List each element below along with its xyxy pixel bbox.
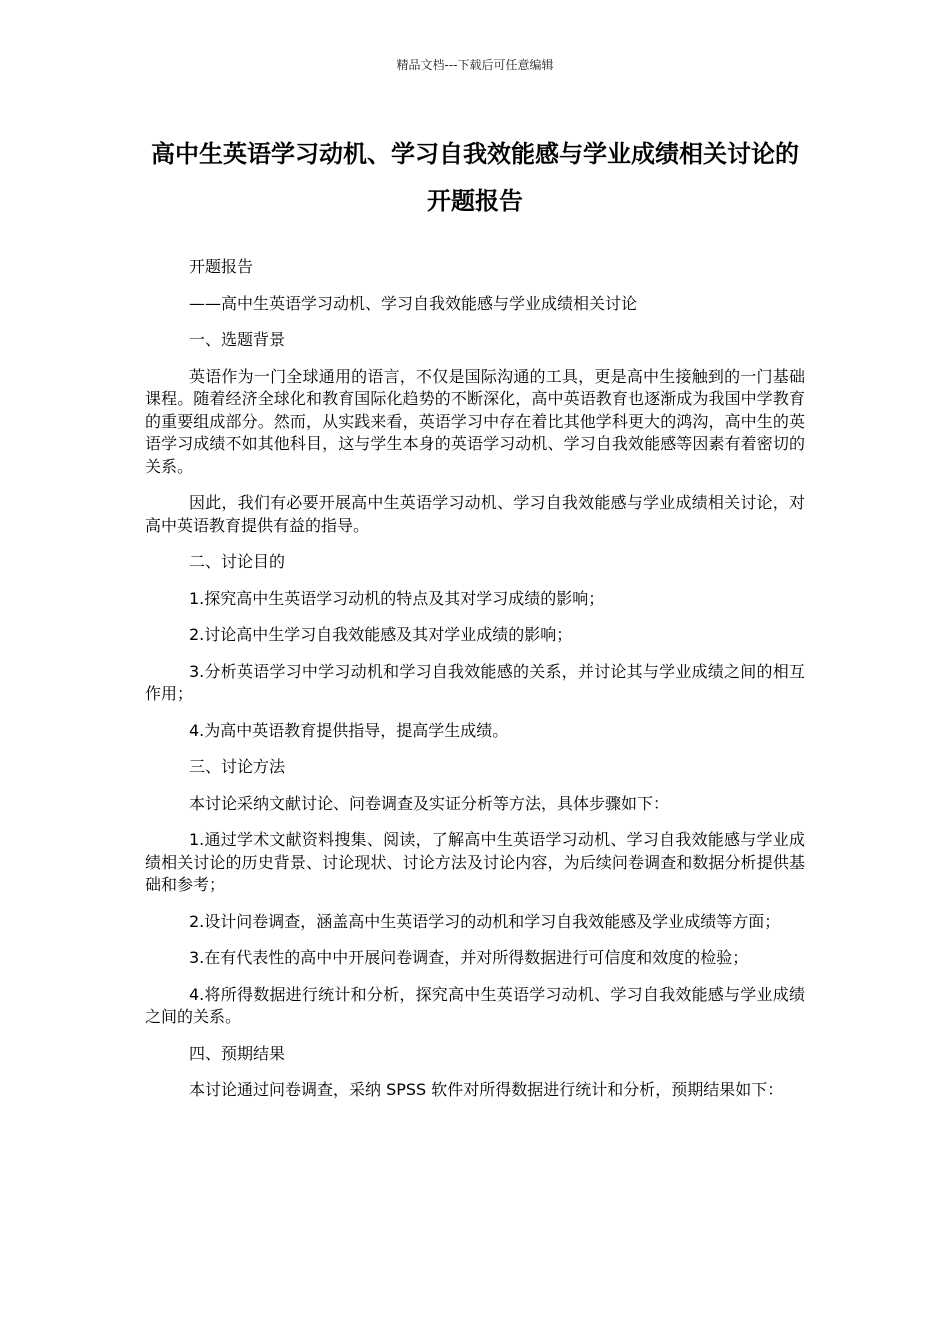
section-heading-method: 三、讨论方法 [189, 757, 286, 776]
section-heading-expected-results: 四、预期结果 [189, 1043, 286, 1063]
purpose-item-3: 3.分析英语学习中学习动机和学习自我效能感的关系，并讨论其与学业成绩之间的相互作用； [145, 661, 805, 703]
paragraph-report-label: 开题报告 [189, 257, 254, 276]
method-step-3: 3.在有代表性的高中中开展问卷调查，并对所得数据进行可信度和效度的检验； [189, 948, 749, 967]
section-heading-background: 一、选题背景 [189, 330, 286, 349]
method-step-4: 4.将所得数据进行统计和分析，探究高中生英语学习动机、学习自我效能感与学业成绩之间的关系。 [145, 984, 805, 1026]
paragraph-subtitle: ——高中生英语学习动机、学习自我效能感与学业成绩相关讨论 [189, 293, 638, 313]
purpose-item-2: 2.讨论高中生学习自我效能感及其对学业成绩的影响； [189, 625, 573, 644]
document-body [145, 256, 805, 1116]
paragraph-necessity: 因此，我们有必要开展高中生英语学习动机、学习自我效能感与学业成绩相关讨论，对高中英语教育提供有益的指导。 [145, 493, 805, 535]
paragraph-method-intro: 本讨论采纳文献讨论、问卷调查及实证分析等方法，具体步骤如下： [189, 793, 670, 813]
section-heading-purpose: 二、讨论目的 [189, 552, 286, 571]
method-step-1: 1.通过学术文献资料搜集、阅读，了解高中生英语学习动机、学习自我效能感与学业成绩相关讨论的历史背景、讨论现状、讨论方法及讨论内容，为后续问卷调查和数据分析提供基础和参考； [145, 830, 805, 894]
paragraph-background: 英语作为一门全球通用的语言，不仅是国际沟通的工具，更是高中生接触到的一门基础课程。随着经济全球化和教育国际化趋势的不断深化，高中英语教育也逐渐成为我国中学教育的重要组成部分。然而，从实践来看，英语学习中存在着比其他学科更大的鸿沟，高中生的英语学习成绩不如其他科目，这与学生本身的英语学习动机、学习自我效能感等因素有着密切的关系。 [145, 366, 805, 476]
page-header: 精品文档---下载后可任意编辑 [396, 58, 554, 72]
purpose-item-1: 1.探究高中生英语学习动机的特点及其对学习成绩的影响； [189, 588, 605, 608]
method-step-2: 2.设计问卷调查，涵盖高中生英语学习的动机和学习自我效能感及学业成绩等方面； [189, 911, 781, 931]
purpose-item-4: 4.为高中英语教育提供指导，提高学生成绩。 [189, 720, 509, 740]
document-title: 高中生英语学习动机、学习自我效能感与学业成绩相关讨论的开题报告 [151, 140, 799, 215]
paragraph-expected-results: 本讨论通过问卷调查，采纳 SPSS 软件对所得数据进行统计和分析，预期结果如下： [189, 1080, 784, 1099]
